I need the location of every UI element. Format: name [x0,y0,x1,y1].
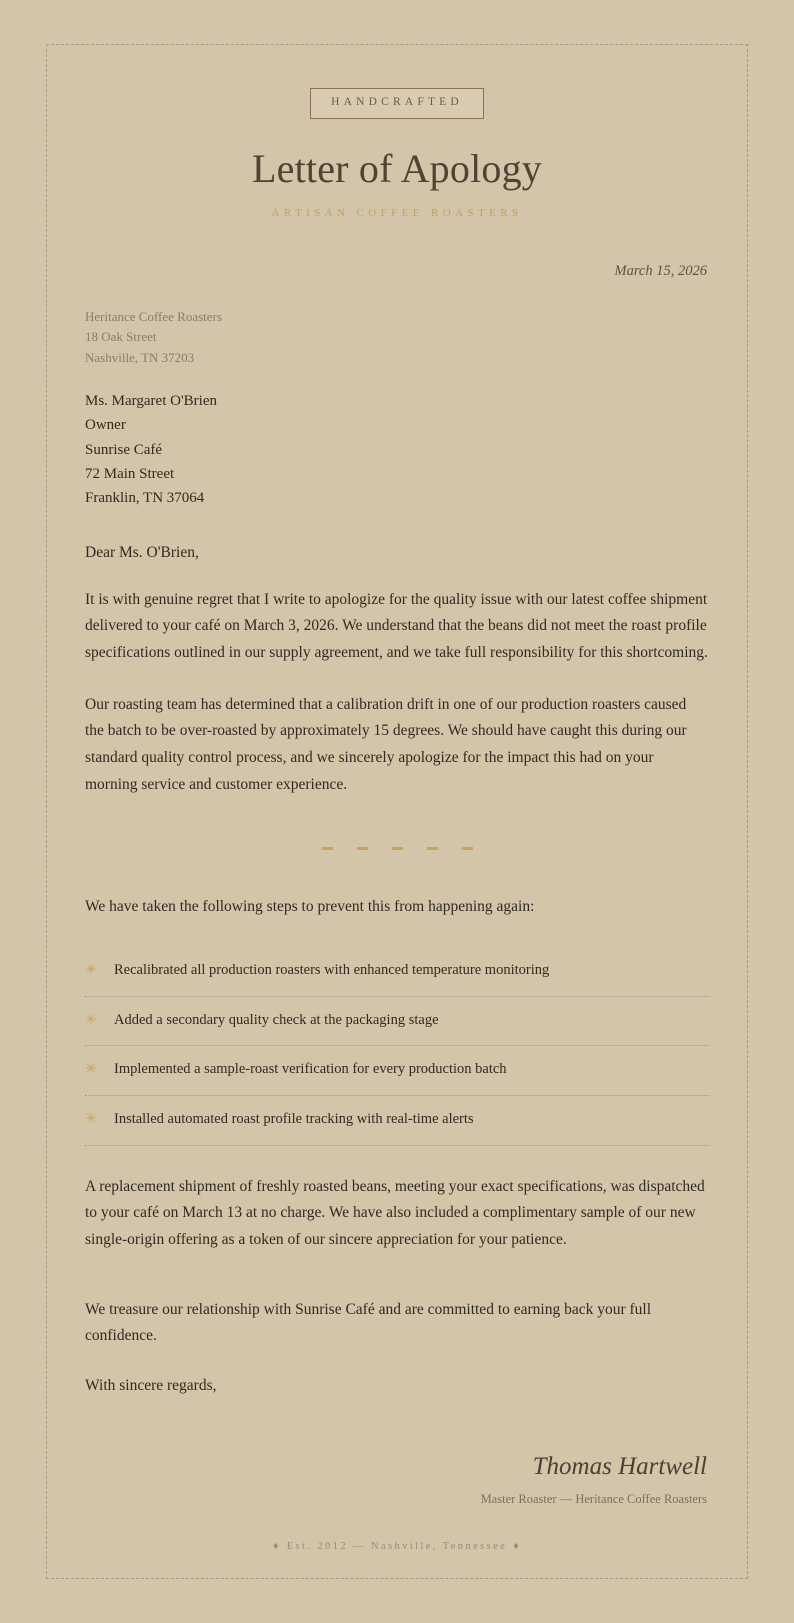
masthead [85,78,709,219]
recipient-address-line: Sunrise Café [85,441,163,458]
recipient-address [85,389,709,510]
asterisk-bullet-icon: ✳ [85,1062,97,1078]
sender-address-line: 18 Oak Street [85,329,157,345]
asterisk-bullet-icon: ✳ [85,1012,97,1028]
ornamental-divider [85,840,709,856]
list-item-label: Installed automated roast profile tracking with real-time alerts [114,1111,474,1128]
list-item [85,1046,709,1096]
asterisk-bullet-icon: ✳ [85,1112,97,1128]
steps-list [85,947,709,1146]
divider-dash-icon [392,847,403,850]
recipient-address-line: Franklin, TN 37064 [85,490,205,507]
divider-dash-icon [462,847,473,850]
document-frame [46,44,748,1579]
handcrafted-badge: HANDCRAFTED [310,88,484,119]
recipient-address-line: Ms. Margaret O'Brien [85,393,217,410]
signature-block [85,1453,709,1508]
recipient-address-line: 72 Main Street [85,465,175,482]
divider-dash-icon [357,847,368,850]
salutation: Dear Ms. O'Brien, [85,543,199,561]
page-subtitle: ARTISAN COFFEE ROASTERS [271,206,523,219]
page-title: Letter of Apology [251,145,542,191]
letter-date: March 15, 2026 [614,262,707,279]
list-item [85,997,709,1047]
sender-address-line: Nashville, TN 37203 [85,349,195,365]
body-paragraph-2: Our roasting team has determined that a calibration drift in one of our production roasters caused the batch to be over-roasted by approximately 15 degrees. We should have caught this during our standard quality control process, and we sincerely apologize for the impact this had on your morning service and customer experience. [85,695,687,793]
sender-address [85,307,709,369]
recipient-address-line: Owner [85,417,126,434]
steps-intro: We have taken the following steps to prevent this from happening again: [85,898,535,916]
list-item [85,947,709,997]
asterisk-bullet-icon: ✳ [85,962,97,978]
list-item-label: Implemented a sample-roast verification for every production batch [114,1061,507,1078]
diamond-ornament-icon: ♦ [513,1541,522,1553]
footer-text: Est. 2012 — Nashville, Tennessee [286,1541,508,1553]
divider-dash-icon [427,847,438,850]
signature-role: Master Roaster — Heritance Coffee Roasters [480,1492,707,1507]
document-footer [85,1541,709,1552]
diamond-ornament-icon: ♦ [272,1541,281,1553]
signature-name: Thomas Hartwell [532,1452,707,1480]
sender-address-line: Heritance Coffee Roasters [85,308,222,324]
list-item [85,1096,709,1146]
list-item-label: Recalibrated all production roasters with enhanced temperature monitoring [114,961,550,978]
body-paragraph-1: It is with genuine regret that I write to apologize for the quality issue with our latest coffee shipment delivered to your café on March 3, 2026. We understand that the beans did not meet the roast profile specifications outlined in our supply agreement, and we take full responsibility for this shortcoming. [85,590,708,661]
body-paragraph-4: We treasure our relationship with Sunrise Café and are committed to earning back your full confidence. [85,1300,652,1345]
divider-dash-icon [322,847,333,850]
regards-line: With sincere regards, [85,1377,217,1395]
body-paragraph-3: A replacement shipment of freshly roasted beans, meeting your exact specifications, was dispatched to your café on March 13 at no charge. We have also included a complimentary sample of our new single-origin offering as a token of our sincere appreciation for your patience. [85,1177,705,1249]
list-item-label: Added a secondary quality check at the packaging stage [114,1011,439,1028]
